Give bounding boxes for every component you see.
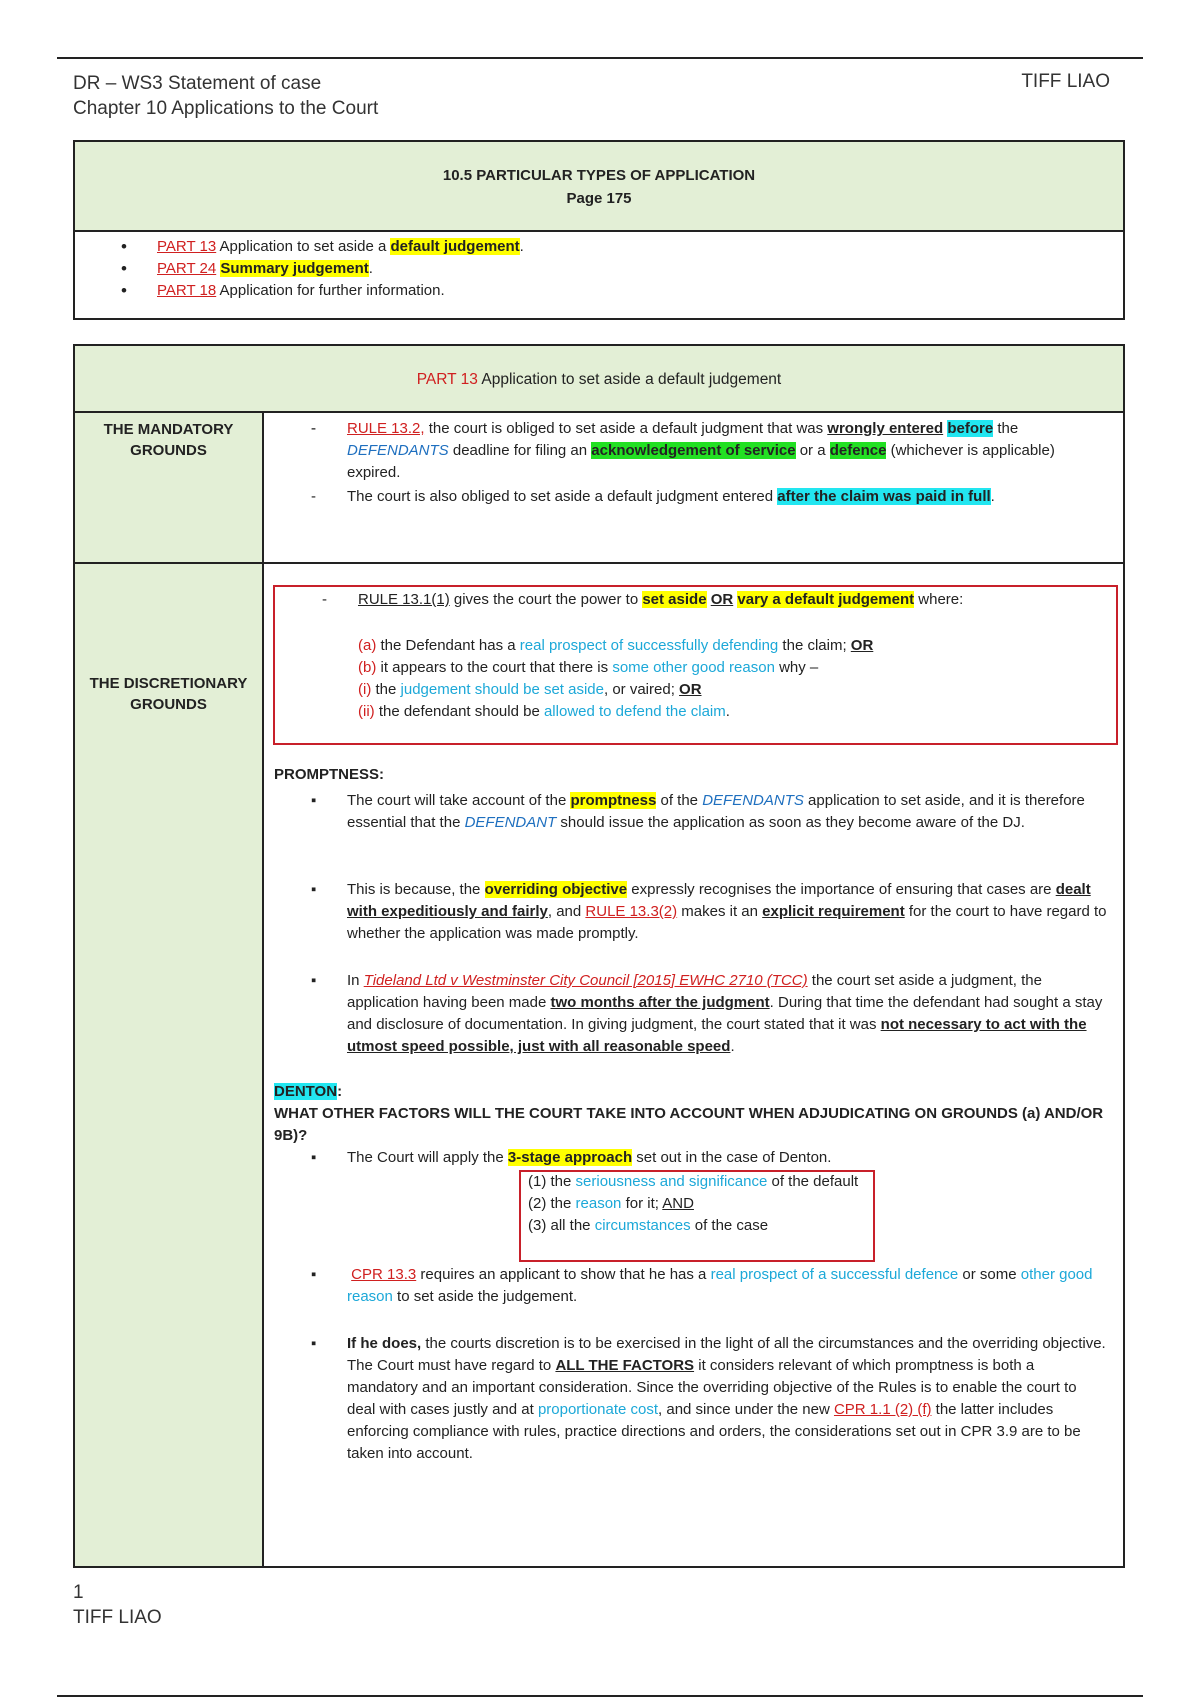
document-footer bbox=[73, 1580, 162, 1630]
section-heading bbox=[75, 142, 1123, 232]
denton-heading: DENTON bbox=[274, 1083, 338, 1100]
ground-b-ii: (ii) the defendant should be allowed to defend the claim. bbox=[358, 703, 730, 720]
cpr-13-3-point: ▪ CPR 13.3 requires an applicant to show that he has a real prospect of a successful defence or some other good reason to set aside the judgement. bbox=[311, 1266, 1093, 1305]
mandatory-point-2: - The court is also obliged to set aside a default judgment entered after the claim was paid in full. bbox=[311, 488, 995, 505]
ground-a: (a) the Defendant has a real prospect of successfully defending the claim; OR bbox=[358, 637, 874, 654]
chapter-title: Chapter 10 Applications to the Court bbox=[73, 98, 379, 119]
rule-13-1: - RULE 13.1(1) gives the court the power to set aside OR vary a default judgement where: bbox=[322, 591, 964, 608]
page-number: 1 bbox=[73, 1582, 84, 1603]
ground-list bbox=[358, 635, 1107, 723]
list-item: • PART 24 Summary judgement. bbox=[157, 258, 1123, 280]
stage-1: (1) the seriousness and significance of the default bbox=[528, 1173, 859, 1190]
promptness-point-2: ▪ This is because, the overriding objective expressly recognises the importance of ensuring that cases are dealt with expeditiously and fairly, and RULE 13.3(2) makes it an explicit requirement for the court to have regard to whether the application was made promptly. bbox=[311, 881, 1107, 942]
ground-b-i: (i) the judgement should be set aside, or vaired; OR bbox=[358, 681, 702, 698]
section-summary-box bbox=[73, 140, 1125, 320]
stage-2: (2) the reason for it; AND bbox=[528, 1195, 694, 1212]
section-page: Page 175 bbox=[566, 190, 632, 207]
header-author: TIFF LIAO bbox=[1021, 71, 1110, 92]
case-citation: Tideland Ltd v Westminster City Council [2015] EWHC 2710 (TCC) bbox=[363, 972, 808, 989]
ground-b: (b) it appears to the court that there is some other good reason why – bbox=[358, 659, 819, 676]
list-item: • PART 13 Application to set aside a default judgement. bbox=[157, 236, 1123, 258]
mandatory-grounds-label: THE MANDATORY GROUNDS bbox=[75, 413, 264, 562]
promptness-point-3: ▪ In Tideland Ltd v Westminster City Council [2015] EWHC 2710 (TCC) the court set aside a judgment, the application having been made two months after the judgment. During that time the defendant had sought a stay and disclosure of documentation. In giving judgment, the court stated that it was not necessary to act with the utmost speed possible, just with all reasonable speed. bbox=[311, 972, 1103, 1055]
three-stage-list bbox=[528, 1171, 868, 1237]
promptness-point-1: ▪ The court will take account of the promptness of the DEFENDANTS application to set aside, and it is therefore essential that the DEFENDANT should issue the application as soon as they become aware of the DJ. bbox=[311, 792, 1085, 831]
mandatory-grounds-row bbox=[75, 413, 1123, 564]
discretion-point: ▪ If he does, the courts discretion is to be exercised in the light of all the circumstances and the overriding objective. The Court must have regard to ALL THE FACTORS it considers relevant of which promptness is both a mandatory and an important consideration. Since the overriding objective of the Rules is to enable the court to deal with cases justly and at proportionate cost, and since under the new CPR 1.1 (2) (f) the latter includes enforcing compliance with rules, practice directions and orders, the considerations set out in CPR 3.9 are to be taken into account. bbox=[311, 1335, 1106, 1462]
denton-point-1: ▪ The Court will apply the 3-stage approach set out in the case of Denton. bbox=[311, 1149, 832, 1166]
discretionary-grounds-label: THE DISCRETIONARY GROUNDS bbox=[75, 564, 264, 1566]
footer-author: TIFF LIAO bbox=[73, 1607, 162, 1628]
document-header bbox=[73, 71, 378, 121]
stage-3: (3) all the circumstances of the case bbox=[528, 1217, 769, 1234]
promptness-heading: PROMPTNESS: bbox=[274, 766, 385, 783]
part13-table bbox=[73, 344, 1125, 1568]
parts-list bbox=[75, 232, 1123, 302]
denton-section: DENTON: WHAT OTHER FACTORS WILL THE COURT TAKE INTO ACCOUNT WHEN ADJUDICATING ON GROUNDS (a) AND/OR 9B)? bbox=[274, 1081, 1109, 1147]
discretionary-grounds-row bbox=[75, 564, 1123, 1566]
discretionary-grounds-content bbox=[264, 564, 1123, 1566]
bottom-rule bbox=[57, 1695, 1143, 1697]
mandatory-point-1: - RULE 13.2, the court is obliged to set aside a default judgment that was wrongly entered before the DEFENDANTS deadline for filing an acknowledgement of service or a defence (whichever is applicable) expired. bbox=[311, 420, 1055, 481]
top-rule bbox=[57, 57, 1143, 59]
part13-heading: PART 13 Application to set aside a default judgement bbox=[75, 346, 1123, 413]
section-title: 10.5 PARTICULAR TYPES OF APPLICATION bbox=[442, 167, 756, 184]
mandatory-grounds-content bbox=[264, 413, 1123, 562]
factors-question: WHAT OTHER FACTORS WILL THE COURT TAKE INTO ACCOUNT WHEN ADJUDICATING ON GROUNDS (a) AND/OR 9B)? bbox=[274, 1105, 1104, 1144]
list-item: • PART 18 Application for further information. bbox=[157, 280, 1123, 302]
course-title: DR – WS3 Statement of case bbox=[73, 73, 322, 94]
